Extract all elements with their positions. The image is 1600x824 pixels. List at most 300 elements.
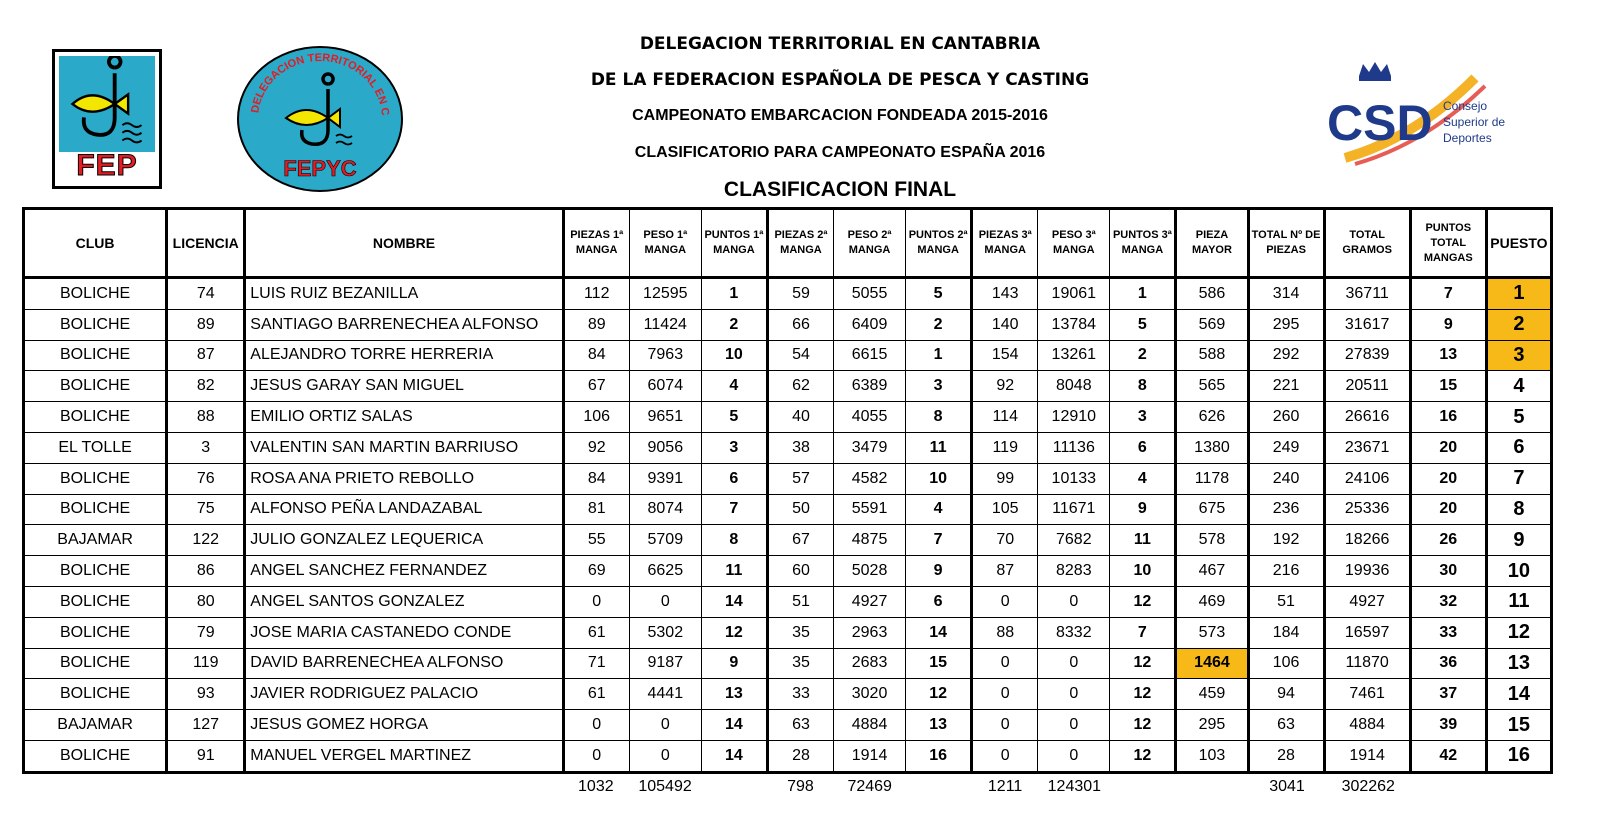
cell-peso-2: 6409: [834, 309, 906, 340]
cell-piezas-1: 67: [563, 371, 629, 402]
cell-piezas-3: 88: [972, 617, 1038, 648]
cell-puntos-total: 20: [1410, 494, 1486, 525]
cell-pieza-mayor: 467: [1176, 556, 1248, 587]
cell-pieza-mayor: 569: [1176, 309, 1248, 340]
cell-total-piezas: 260: [1248, 402, 1324, 433]
cell-total-piezas: 192: [1248, 525, 1324, 556]
cell-nombre: JOSE MARIA CASTANEDO CONDE: [245, 617, 563, 648]
cell-puntos-total: 20: [1410, 432, 1486, 463]
header-club: CLUB: [24, 209, 167, 278]
cell-piezas-1: 0: [563, 740, 629, 772]
cell-peso-1: 0: [629, 586, 701, 617]
csd-logo-text: CSD: [1327, 95, 1433, 151]
cell-peso-2: 5591: [834, 494, 906, 525]
cell-peso-1: 9056: [629, 432, 701, 463]
cell-puntos-2: 15: [906, 648, 972, 679]
header-peso-2: PESO 2ª MANGA: [834, 209, 906, 278]
header-piezas-2: PIEZAS 2ª MANGA: [767, 209, 833, 278]
cell-peso-2: 3020: [834, 679, 906, 710]
cell-club: BOLICHE: [24, 402, 167, 433]
cell-total-gramos: 23671: [1324, 432, 1410, 463]
header-total-gramos: TOTAL GRAMOS: [1324, 209, 1410, 278]
cell-puesto: 15: [1486, 710, 1551, 741]
cell-puntos-3: 9: [1110, 494, 1176, 525]
cell-puntos-3: 10: [1110, 556, 1176, 587]
header-licencia: LICENCIA: [167, 209, 245, 278]
cell-puntos-3: 12: [1110, 710, 1176, 741]
cell-piezas-2: 62: [767, 371, 833, 402]
table-row: [24, 648, 1552, 679]
cell-peso-2: 4884: [834, 710, 906, 741]
header-peso-3: PESO 3ª MANGA: [1038, 209, 1110, 278]
header-puntos-3: PUNTOS 3ª MANGA: [1110, 209, 1176, 278]
cell-puntos-3: 12: [1110, 740, 1176, 772]
cell-peso-2: 2963: [834, 617, 906, 648]
cell-puntos-1: 3: [701, 432, 767, 463]
table-row: [24, 371, 1552, 402]
fep-logo-text: FEP: [76, 149, 138, 182]
cell-club: BOLICHE: [24, 463, 167, 494]
table-row: [24, 494, 1552, 525]
cell-puntos-1: 4: [701, 371, 767, 402]
cell-puntos-2: 16: [906, 740, 972, 772]
cell-puntos-3: 12: [1110, 648, 1176, 679]
cell-licencia: 74: [167, 278, 245, 310]
cell-puntos-1: 12: [701, 617, 767, 648]
total-licencia: [165, 774, 243, 800]
cell-piezas-2: 67: [767, 525, 833, 556]
cell-puesto: 14: [1486, 679, 1551, 710]
cell-club: BOLICHE: [24, 679, 167, 710]
table-row: [24, 402, 1552, 433]
cell-piezas-1: 71: [563, 648, 629, 679]
cell-peso-2: 3479: [834, 432, 906, 463]
cell-peso-1: 9187: [629, 648, 701, 679]
cell-licencia: 82: [167, 371, 245, 402]
cell-piezas-1: 55: [563, 525, 629, 556]
cell-puntos-total: 16: [1410, 402, 1486, 433]
cell-pieza-mayor: 586: [1176, 278, 1248, 310]
cell-total-piezas: 240: [1248, 463, 1324, 494]
header-piezas-3: PIEZAS 3ª MANGA: [972, 209, 1038, 278]
csd-emblem: [1325, 58, 1515, 178]
cell-nombre: JESUS GOMEZ HORGA: [245, 710, 563, 741]
cell-puesto: 13: [1486, 648, 1551, 679]
cell-puntos-2: 13: [906, 710, 972, 741]
cell-piezas-3: 70: [972, 525, 1038, 556]
cell-puesto: 1: [1486, 278, 1551, 310]
cell-puntos-total: 30: [1410, 556, 1486, 587]
total-peso-3: 124301: [1047, 778, 1102, 795]
table-row: [24, 556, 1552, 587]
cell-licencia: 88: [167, 402, 245, 433]
cell-pieza-mayor: 565: [1176, 371, 1248, 402]
cell-piezas-1: 89: [563, 309, 629, 340]
cell-piezas-2: 35: [767, 648, 833, 679]
cell-total-gramos: 31617: [1324, 309, 1410, 340]
cell-club: BOLICHE: [24, 648, 167, 679]
cell-peso-1: 0: [629, 710, 701, 741]
cell-peso-2: 6389: [834, 371, 906, 402]
cell-peso-2: 2683: [834, 648, 906, 679]
cell-piezas-3: 0: [972, 710, 1038, 741]
cell-licencia: 127: [167, 710, 245, 741]
cell-puntos-1: 1: [701, 278, 767, 310]
cell-nombre: VALENTIN SAN MARTIN BARRIUSO: [245, 432, 563, 463]
total-peso-2: 72469: [847, 778, 892, 795]
cell-puntos-2: 5: [906, 278, 972, 310]
cell-peso-1: 8074: [629, 494, 701, 525]
cell-piezas-2: 66: [767, 309, 833, 340]
fepyc-emblem: [236, 46, 404, 192]
cell-puntos-total: 37: [1410, 679, 1486, 710]
cell-peso-1: 6074: [629, 371, 701, 402]
table-row: [24, 525, 1552, 556]
csd-line1: Consejo: [1443, 99, 1488, 113]
cell-club: BOLICHE: [24, 586, 167, 617]
cell-puntos-1: 14: [701, 586, 767, 617]
cell-club: BOLICHE: [24, 309, 167, 340]
cell-puesto: 5: [1486, 402, 1551, 433]
cell-nombre: JULIO GONZALEZ LEQUERICA: [245, 525, 563, 556]
cell-puntos-1: 8: [701, 525, 767, 556]
cell-piezas-1: 0: [563, 710, 629, 741]
table-row: [24, 278, 1552, 310]
table-row: [24, 710, 1552, 741]
cell-peso-1: 7963: [629, 340, 701, 371]
cell-piezas-3: 92: [972, 371, 1038, 402]
cell-total-piezas: 216: [1248, 556, 1324, 587]
total-total-gramos: 302262: [1341, 778, 1395, 795]
cell-puntos-1: 14: [701, 710, 767, 741]
fep-logo-panel: [59, 56, 155, 152]
header-piezas-1: PIEZAS 1ª MANGA: [563, 209, 629, 278]
cell-puntos-2: 1: [906, 340, 972, 371]
cell-pieza-mayor: 1464: [1176, 648, 1248, 679]
cell-total-gramos: 16597: [1324, 617, 1410, 648]
cell-total-gramos: 4884: [1324, 710, 1410, 741]
cell-peso-3: 0: [1038, 710, 1110, 741]
cell-licencia: 80: [167, 586, 245, 617]
cell-club: EL TOLLE: [24, 432, 167, 463]
cell-piezas-3: 0: [972, 679, 1038, 710]
cell-peso-2: 6615: [834, 340, 906, 371]
cell-pieza-mayor: 588: [1176, 340, 1248, 371]
cell-puntos-total: 9: [1410, 309, 1486, 340]
cell-nombre: SANTIAGO BARRENECHEA ALFONSO: [245, 309, 563, 340]
cell-puntos-total: 42: [1410, 740, 1486, 772]
cell-puntos-2: 9: [906, 556, 972, 587]
cell-piezas-3: 114: [972, 402, 1038, 433]
cell-piezas-1: 61: [563, 617, 629, 648]
total-piezas-1: 1032: [578, 778, 614, 795]
cell-puntos-1: 5: [701, 402, 767, 433]
cell-peso-3: 8283: [1038, 556, 1110, 587]
cell-piezas-2: 59: [767, 278, 833, 310]
cell-piezas-1: 69: [563, 556, 629, 587]
cell-puntos-3: 3: [1110, 402, 1176, 433]
header-pieza-mayor: PIEZA MAYOR: [1176, 209, 1248, 278]
section-title: CLASIFICACION FINAL: [723, 178, 957, 201]
cell-nombre: ANGEL SANTOS GONZALEZ: [245, 586, 563, 617]
cell-peso-3: 19061: [1038, 278, 1110, 310]
cell-puntos-3: 2: [1110, 340, 1176, 371]
total-puntos-2: [906, 774, 972, 800]
cell-peso-3: 8332: [1038, 617, 1110, 648]
cell-licencia: 87: [167, 340, 245, 371]
title-line2: DE LA FEDERACION ESPAÑOLA DE PESCA Y CASTING: [590, 70, 1090, 90]
cell-total-gramos: 19936: [1324, 556, 1410, 587]
cell-peso-1: 4441: [629, 679, 701, 710]
cell-piezas-2: 51: [767, 586, 833, 617]
total-peso-1: 105492: [638, 778, 692, 795]
totals-row: [22, 774, 1553, 800]
cell-puntos-3: 4: [1110, 463, 1176, 494]
cell-licencia: 93: [167, 679, 245, 710]
cell-peso-3: 13784: [1038, 309, 1110, 340]
cell-puntos-3: 12: [1110, 679, 1176, 710]
cell-peso-2: 4055: [834, 402, 906, 433]
cell-piezas-2: 28: [767, 740, 833, 772]
cell-piezas-3: 154: [972, 340, 1038, 371]
cell-total-gramos: 24106: [1324, 463, 1410, 494]
cell-pieza-mayor: 573: [1176, 617, 1248, 648]
cell-peso-1: 9651: [629, 402, 701, 433]
cell-puntos-3: 8: [1110, 371, 1176, 402]
cell-puesto: 4: [1486, 371, 1551, 402]
cell-nombre: DAVID BARRENECHEA ALFONSO: [245, 648, 563, 679]
cell-nombre: JESUS GARAY SAN MIGUEL: [245, 371, 563, 402]
cell-puntos-1: 11: [701, 556, 767, 587]
cell-total-gramos: 11870: [1324, 648, 1410, 679]
cell-piezas-3: 119: [972, 432, 1038, 463]
cell-total-piezas: 106: [1248, 648, 1324, 679]
cell-puntos-total: 32: [1410, 586, 1486, 617]
cell-total-piezas: 249: [1248, 432, 1324, 463]
cell-piezas-1: 92: [563, 432, 629, 463]
cell-puntos-1: 2: [701, 309, 767, 340]
cell-peso-1: 9391: [629, 463, 701, 494]
table-row: [24, 340, 1552, 371]
cell-piezas-1: 61: [563, 679, 629, 710]
cell-licencia: 3: [167, 432, 245, 463]
cell-puntos-2: 14: [906, 617, 972, 648]
cell-total-gramos: 36711: [1324, 278, 1410, 310]
total-club: [22, 774, 165, 800]
cell-club: BOLICHE: [24, 340, 167, 371]
cell-total-piezas: 63: [1248, 710, 1324, 741]
cell-puntos-2: 2: [906, 309, 972, 340]
cell-pieza-mayor: 626: [1176, 402, 1248, 433]
cell-peso-3: 0: [1038, 679, 1110, 710]
cell-piezas-3: 0: [972, 648, 1038, 679]
cell-puntos-2: 10: [906, 463, 972, 494]
total-puntos-1: [701, 774, 767, 800]
cell-piezas-2: 40: [767, 402, 833, 433]
cell-nombre: ALEJANDRO TORRE HERRERIA: [245, 340, 563, 371]
csd-line3: Deportes: [1443, 131, 1492, 145]
cell-puntos-3: 11: [1110, 525, 1176, 556]
cell-peso-3: 12910: [1038, 402, 1110, 433]
cell-puntos-total: 13: [1410, 340, 1486, 371]
cell-peso-2: 5028: [834, 556, 906, 587]
cell-peso-3: 0: [1038, 586, 1110, 617]
cell-pieza-mayor: 675: [1176, 494, 1248, 525]
cell-total-piezas: 28: [1248, 740, 1324, 772]
cell-licencia: 79: [167, 617, 245, 648]
cell-total-piezas: 236: [1248, 494, 1324, 525]
title-line1: DELEGACION TERRITORIAL EN CANTABRIA: [639, 34, 1041, 54]
cell-piezas-3: 143: [972, 278, 1038, 310]
header-peso-1: PESO 1ª MANGA: [629, 209, 701, 278]
total-puntos-3: [1110, 774, 1176, 800]
cell-nombre: MANUEL VERGEL MARTINEZ: [245, 740, 563, 772]
cell-piezas-1: 0: [563, 586, 629, 617]
cell-club: BOLICHE: [24, 278, 167, 310]
cell-licencia: 119: [167, 648, 245, 679]
cell-puntos-total: 39: [1410, 710, 1486, 741]
cell-piezas-2: 35: [767, 617, 833, 648]
cell-puesto: 2: [1486, 309, 1551, 340]
cell-total-gramos: 1914: [1324, 740, 1410, 772]
cell-club: BOLICHE: [24, 371, 167, 402]
table-row: [24, 740, 1552, 772]
cell-total-piezas: 314: [1248, 278, 1324, 310]
header-puntos-2: PUNTOS 2ª MANGA: [906, 209, 972, 278]
cell-piezas-3: 105: [972, 494, 1038, 525]
cell-peso-3: 11136: [1038, 432, 1110, 463]
fep-logo: [52, 49, 162, 189]
cell-total-piezas: 51: [1248, 586, 1324, 617]
cell-puntos-total: 20: [1410, 463, 1486, 494]
header-puntos-total: PUNTOS TOTAL MANGAS: [1410, 209, 1486, 278]
table-header-row: [24, 209, 1552, 278]
cell-puntos-1: 6: [701, 463, 767, 494]
cell-peso-3: 13261: [1038, 340, 1110, 371]
cell-nombre: EMILIO ORTIZ SALAS: [245, 402, 563, 433]
cell-club: BOLICHE: [24, 494, 167, 525]
cell-puntos-total: 15: [1410, 371, 1486, 402]
cell-pieza-mayor: 459: [1176, 679, 1248, 710]
cell-peso-3: 8048: [1038, 371, 1110, 402]
cell-nombre: JAVIER RODRIGUEZ PALACIO: [245, 679, 563, 710]
cell-puntos-2: 4: [906, 494, 972, 525]
table-row: [24, 432, 1552, 463]
total-nombre: [244, 774, 563, 800]
total-puesto: [1488, 774, 1553, 800]
cell-puntos-1: 13: [701, 679, 767, 710]
header-total-piezas: TOTAL Nº DE PIEZAS: [1248, 209, 1324, 278]
cell-puesto: 6: [1486, 432, 1551, 463]
cell-puntos-3: 5: [1110, 309, 1176, 340]
cell-puntos-total: 33: [1410, 617, 1486, 648]
cell-puesto: 3: [1486, 340, 1551, 371]
cell-total-gramos: 25336: [1324, 494, 1410, 525]
cell-piezas-3: 0: [972, 740, 1038, 772]
cell-peso-2: 4875: [834, 525, 906, 556]
cell-total-piezas: 94: [1248, 679, 1324, 710]
totals-row-table: [22, 774, 1553, 800]
cell-piezas-1: 112: [563, 278, 629, 310]
cell-peso-1: 11424: [629, 309, 701, 340]
cell-piezas-2: 60: [767, 556, 833, 587]
cell-peso-1: 0: [629, 740, 701, 772]
fish-hook-icon: [59, 56, 155, 152]
cell-club: BOLICHE: [24, 556, 167, 587]
total-total-piezas: 3041: [1269, 778, 1305, 795]
cell-licencia: 86: [167, 556, 245, 587]
cell-piezas-2: 54: [767, 340, 833, 371]
cell-licencia: 91: [167, 740, 245, 772]
cell-puntos-3: 7: [1110, 617, 1176, 648]
header-puesto: PUESTO: [1486, 209, 1551, 278]
cell-total-gramos: 4927: [1324, 586, 1410, 617]
cell-licencia: 89: [167, 309, 245, 340]
cell-puesto: 10: [1486, 556, 1551, 587]
cell-piezas-2: 57: [767, 463, 833, 494]
cell-puesto: 8: [1486, 494, 1551, 525]
crown-icon: [1359, 62, 1391, 81]
cell-peso-3: 10133: [1038, 463, 1110, 494]
cell-piezas-1: 106: [563, 402, 629, 433]
cell-pieza-mayor: 103: [1176, 740, 1248, 772]
cell-peso-2: 1914: [834, 740, 906, 772]
cell-total-piezas: 221: [1248, 371, 1324, 402]
cell-peso-1: 5302: [629, 617, 701, 648]
cell-puntos-2: 6: [906, 586, 972, 617]
cell-puntos-2: 12: [906, 679, 972, 710]
cell-nombre: ANGEL SANCHEZ FERNANDEZ: [245, 556, 563, 587]
cell-piezas-2: 33: [767, 679, 833, 710]
cell-club: BOLICHE: [24, 617, 167, 648]
cell-total-piezas: 295: [1248, 309, 1324, 340]
cell-puesto: 11: [1486, 586, 1551, 617]
total-puntos-total: [1411, 774, 1487, 800]
cell-puesto: 7: [1486, 463, 1551, 494]
cell-peso-2: 4927: [834, 586, 906, 617]
cell-nombre: LUIS RUIZ BEZANILLA: [245, 278, 563, 310]
cell-puesto: 16: [1486, 740, 1551, 772]
cell-puntos-1: 10: [701, 340, 767, 371]
cell-puntos-2: 8: [906, 402, 972, 433]
cell-total-gramos: 7461: [1324, 679, 1410, 710]
cell-puntos-total: 26: [1410, 525, 1486, 556]
cell-peso-3: 11671: [1038, 494, 1110, 525]
cell-nombre: ALFONSO PEÑA LANDAZABAL: [245, 494, 563, 525]
cell-piezas-3: 0: [972, 586, 1038, 617]
cell-puntos-3: 6: [1110, 432, 1176, 463]
cell-puntos-3: 1: [1110, 278, 1176, 310]
table-row: [24, 679, 1552, 710]
cell-peso-3: 0: [1038, 648, 1110, 679]
cell-total-gramos: 27839: [1324, 340, 1410, 371]
cell-licencia: 76: [167, 463, 245, 494]
cell-club: BAJAMAR: [24, 525, 167, 556]
fepyc-logo-text: FEPYC: [283, 156, 357, 181]
cell-piezas-3: 140: [972, 309, 1038, 340]
csd-logo: [1325, 58, 1515, 178]
cell-puntos-1: 14: [701, 740, 767, 772]
cell-piezas-3: 87: [972, 556, 1038, 587]
cell-club: BAJAMAR: [24, 710, 167, 741]
table-row: [24, 463, 1552, 494]
cell-licencia: 122: [167, 525, 245, 556]
cell-puntos-2: 3: [906, 371, 972, 402]
cell-peso-1: 5709: [629, 525, 701, 556]
header-nombre: NOMBRE: [245, 209, 563, 278]
cell-piezas-2: 63: [767, 710, 833, 741]
cell-puntos-3: 12: [1110, 586, 1176, 617]
